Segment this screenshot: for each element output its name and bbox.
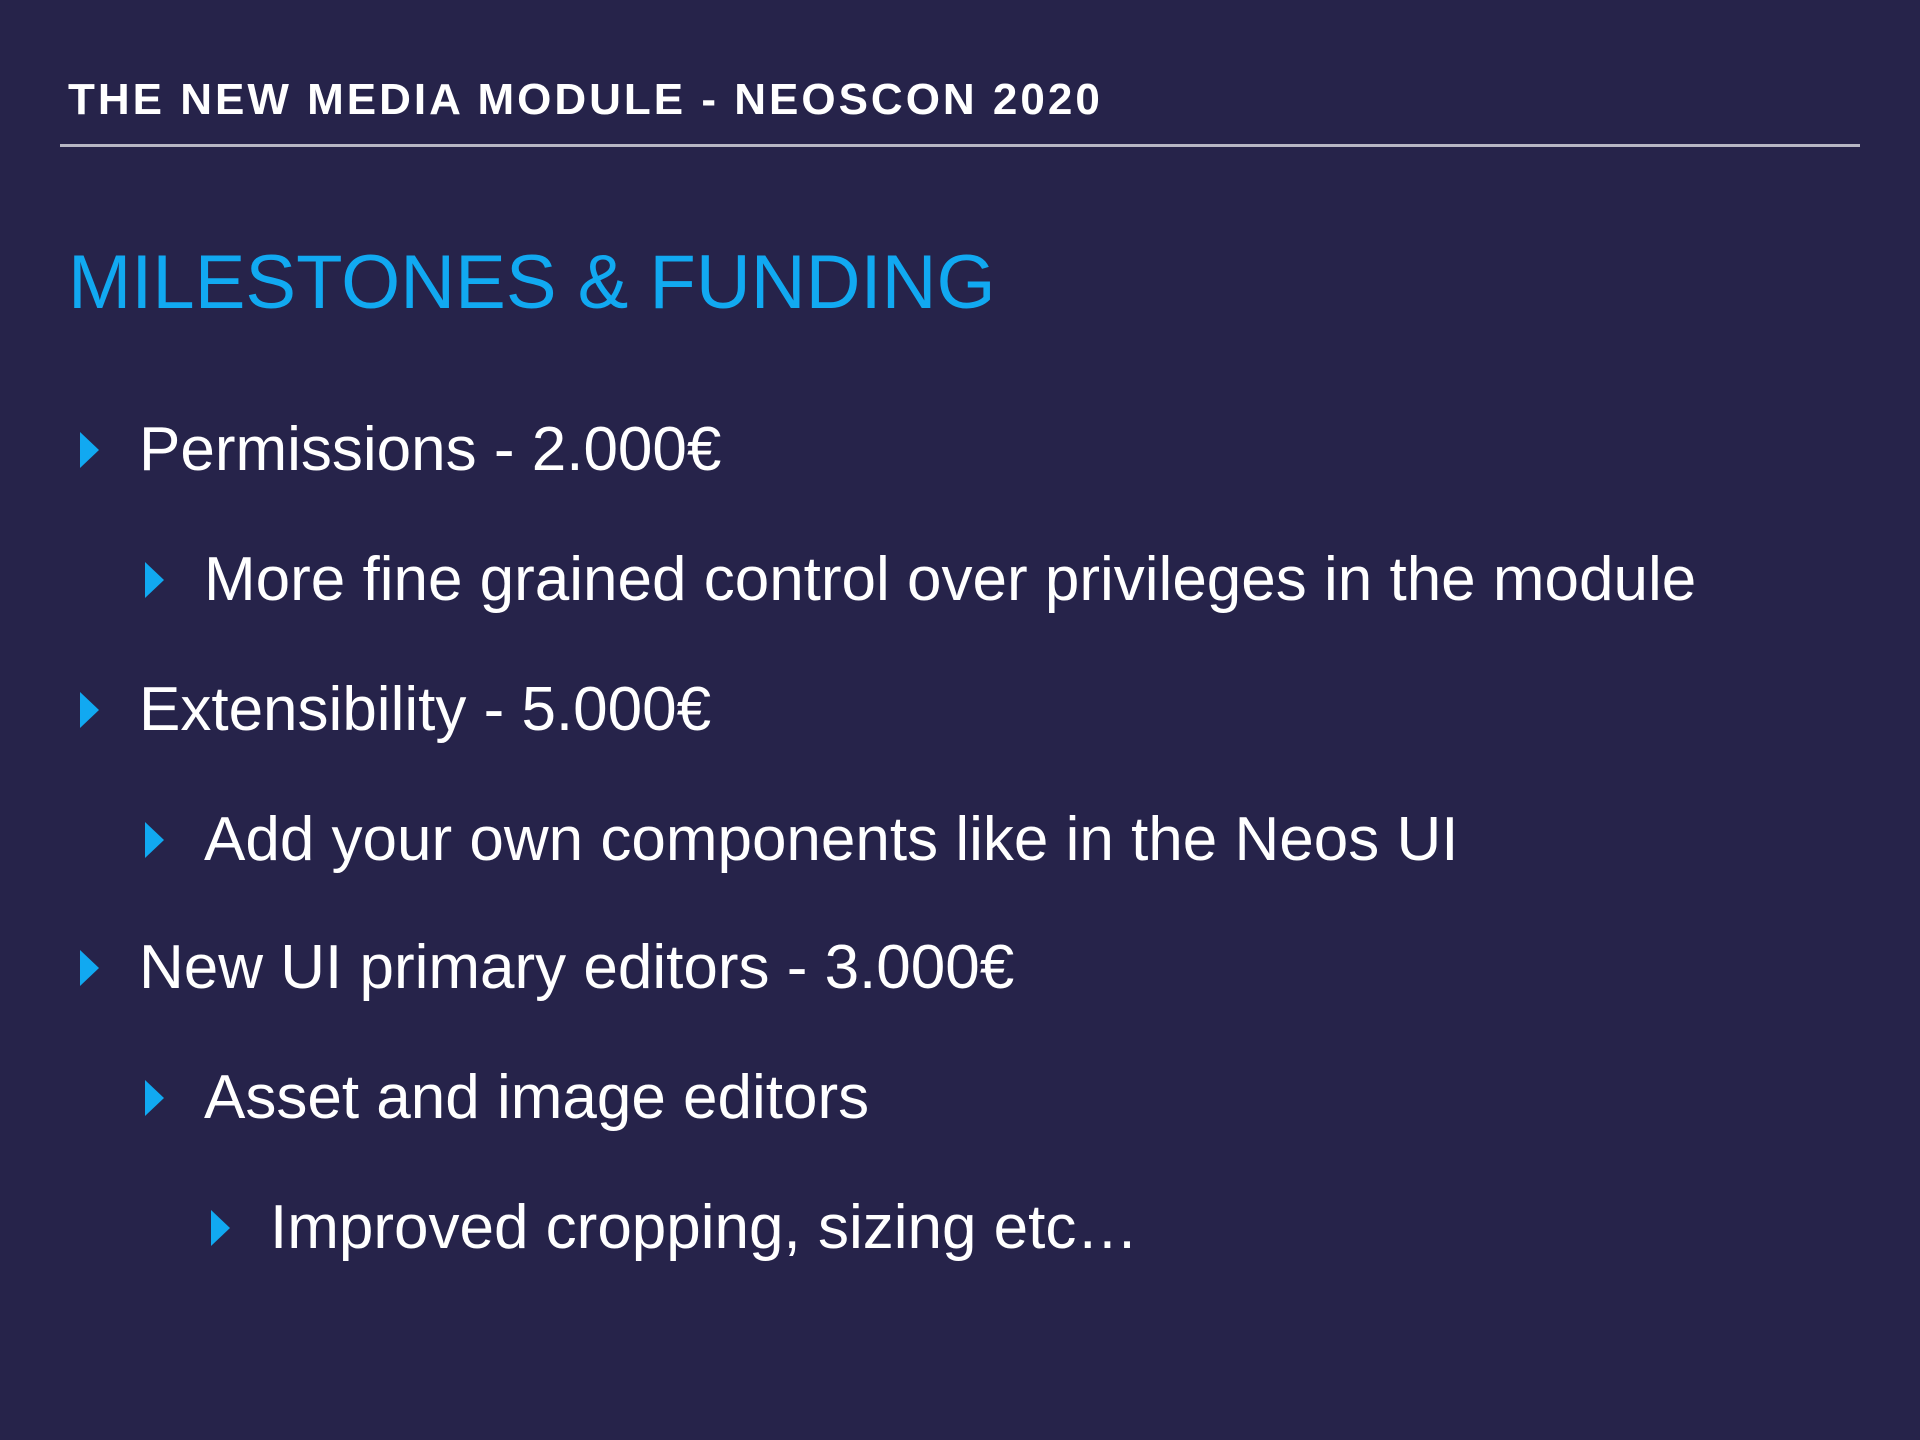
bullet-item [80, 660, 711, 760]
bullet-text: Improved cropping, sizing etc… [270, 1193, 1139, 1262]
bullet-item [211, 1178, 1138, 1278]
header-divider [60, 144, 1860, 147]
bullet-item [80, 918, 1014, 1018]
triangle-bullet-icon [211, 1210, 230, 1246]
bullet-text: Add your own components like in the Neos UI [204, 805, 1459, 874]
header-title: THE NEW MEDIA MODULE - NEOSCON 2020 [68, 75, 1103, 124]
bullet-text: More fine grained control over privileges in the module [204, 545, 1697, 614]
bullet-text: New UI primary editors - 3.000€ [139, 933, 1015, 1002]
bullet-text: Permissions - 2.000€ [139, 415, 722, 484]
triangle-bullet-icon [145, 822, 164, 858]
triangle-bullet-icon [80, 692, 99, 728]
slide-title: MILESTONES & FUNDING [68, 240, 996, 325]
bullet-item [145, 530, 1696, 630]
bullet-item [145, 790, 1458, 890]
triangle-bullet-icon [145, 1080, 164, 1116]
triangle-bullet-icon [80, 950, 99, 986]
bullet-text: Asset and image editors [204, 1063, 870, 1132]
triangle-bullet-icon [145, 562, 164, 598]
bullet-text: Extensibility - 5.000€ [139, 675, 712, 744]
bullet-item [80, 400, 721, 500]
bullet-item [145, 1048, 869, 1148]
triangle-bullet-icon [80, 432, 99, 468]
